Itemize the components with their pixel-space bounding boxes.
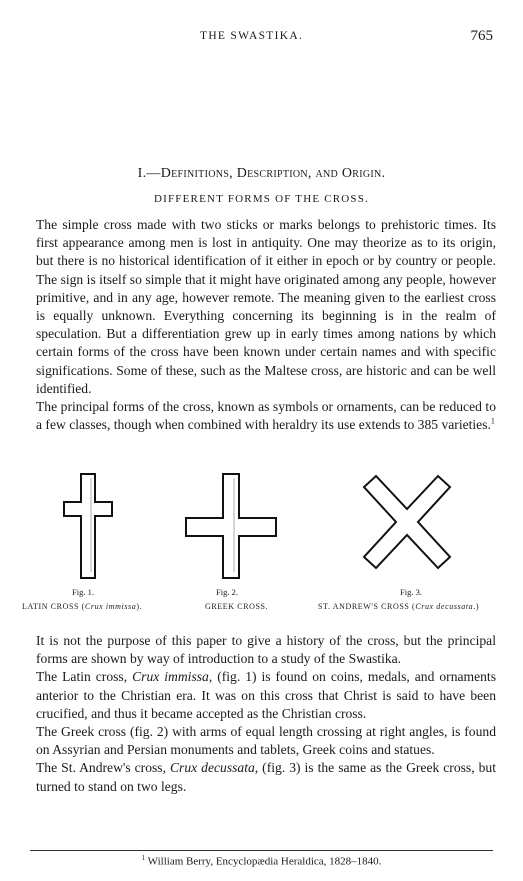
italic-run: Crux decussata, [169, 760, 259, 776]
text-run: (fig. 3) is the same as the Greek cross, but turned to stand on two legs. [36, 760, 496, 794]
intro-paragraph [36, 216, 496, 398]
latin-cross-illustration [62, 472, 114, 580]
greek-cross-illustration [184, 472, 278, 580]
section-subheading: DIFFERENT FORMS OF THE CROSS. [153, 193, 370, 205]
page-number: 765 [470, 28, 493, 44]
caption-text: .) [473, 602, 480, 611]
body-paragraph-1: It is not the purpose of this paper to give a history of the cross, but the principal forms are shown by way of introduction to a study of the Swastika. [36, 633, 496, 667]
footnote-text: William Berry, Encyclopædia Heraldica, 1828–1840. [147, 855, 382, 868]
body-paragraph-4 [36, 759, 496, 795]
figures-row [0, 472, 523, 622]
running-head [0, 28, 523, 48]
running-title: THE SWASTIKA. [200, 30, 304, 42]
footnote-rule [30, 850, 493, 851]
footnote-reference: 1 [490, 416, 495, 426]
text-run: The St. Andrew's cross, [36, 760, 170, 776]
caption-text: GREEK CROSS. [205, 602, 269, 611]
caption-italic: Crux decussata [415, 602, 474, 611]
caption-text: ). [136, 602, 143, 611]
caption-italic: Crux immissa [84, 602, 137, 611]
body-text [36, 632, 496, 796]
figure-1-number: Fig. 1. [72, 587, 94, 597]
st-andrews-cross-illustration [362, 472, 452, 572]
body-paragraph-3: The Greek cross (fig. 2) with arms of equal length crossing at right angles, is found on Assyrian and Persian monuments and tablets, Greek coins and statues. [36, 724, 496, 758]
intro-paragraph-2: The principal forms of the cross, known as symbols or ornaments, can be reduced to a few classes, though when combined with heraldry its use extends to 385 varieties. [36, 399, 496, 433]
figure-1-caption [22, 602, 142, 611]
text-run: The Latin cross, [36, 669, 133, 685]
footnote [0, 854, 523, 868]
intro-paragraph [36, 398, 496, 434]
figure-3-caption [318, 602, 479, 611]
figure-2-number: Fig. 2. [216, 587, 238, 597]
section-heading-text: I.—Definitions, Description, and Origin. [137, 166, 386, 181]
text-run: (fig. 1) is found on coins, medals, and ornaments anterior to the Christian era. It was on this cross that Christ is said to have been crucified, and thus it became accepted as the Christian cross. [36, 669, 496, 721]
figure-3-number: Fig. 3. [400, 587, 422, 597]
caption-text: LATIN CROSS ( [22, 602, 85, 611]
section-heading [0, 166, 523, 182]
figure-2-caption [205, 602, 268, 611]
figure-greek-cross [184, 472, 278, 580]
figure-st-andrews-cross [362, 472, 452, 572]
footnote-marker: 1 [141, 854, 146, 862]
figure-latin-cross [62, 472, 114, 580]
intro-paragraph-1: The simple cross made with two sticks or marks belongs to prehistoric times. Its first appearance among men is lost in antiquity. One may theorize as to its origin, but there is no historical identification of it either in epoch or by country or people. The sign is itself so simple that it might have originated among any people, however primitive, and in any age, however remote. The meaning given to the earliest cross is equally unknown. Everything concerning its beginning is in the realm of speculation. But a differentiation grew up in early times among nations by which certain forms of the cross have been known under certain names and with specific significations. Some of these, such as the Maltese cross, are historic and can be well identified. [36, 217, 496, 396]
italic-run: Crux immissa, [132, 669, 213, 685]
caption-text: ST. ANDREW'S CROSS ( [318, 602, 416, 611]
body-paragraph-2 [36, 668, 496, 723]
intro-text [36, 216, 496, 434]
